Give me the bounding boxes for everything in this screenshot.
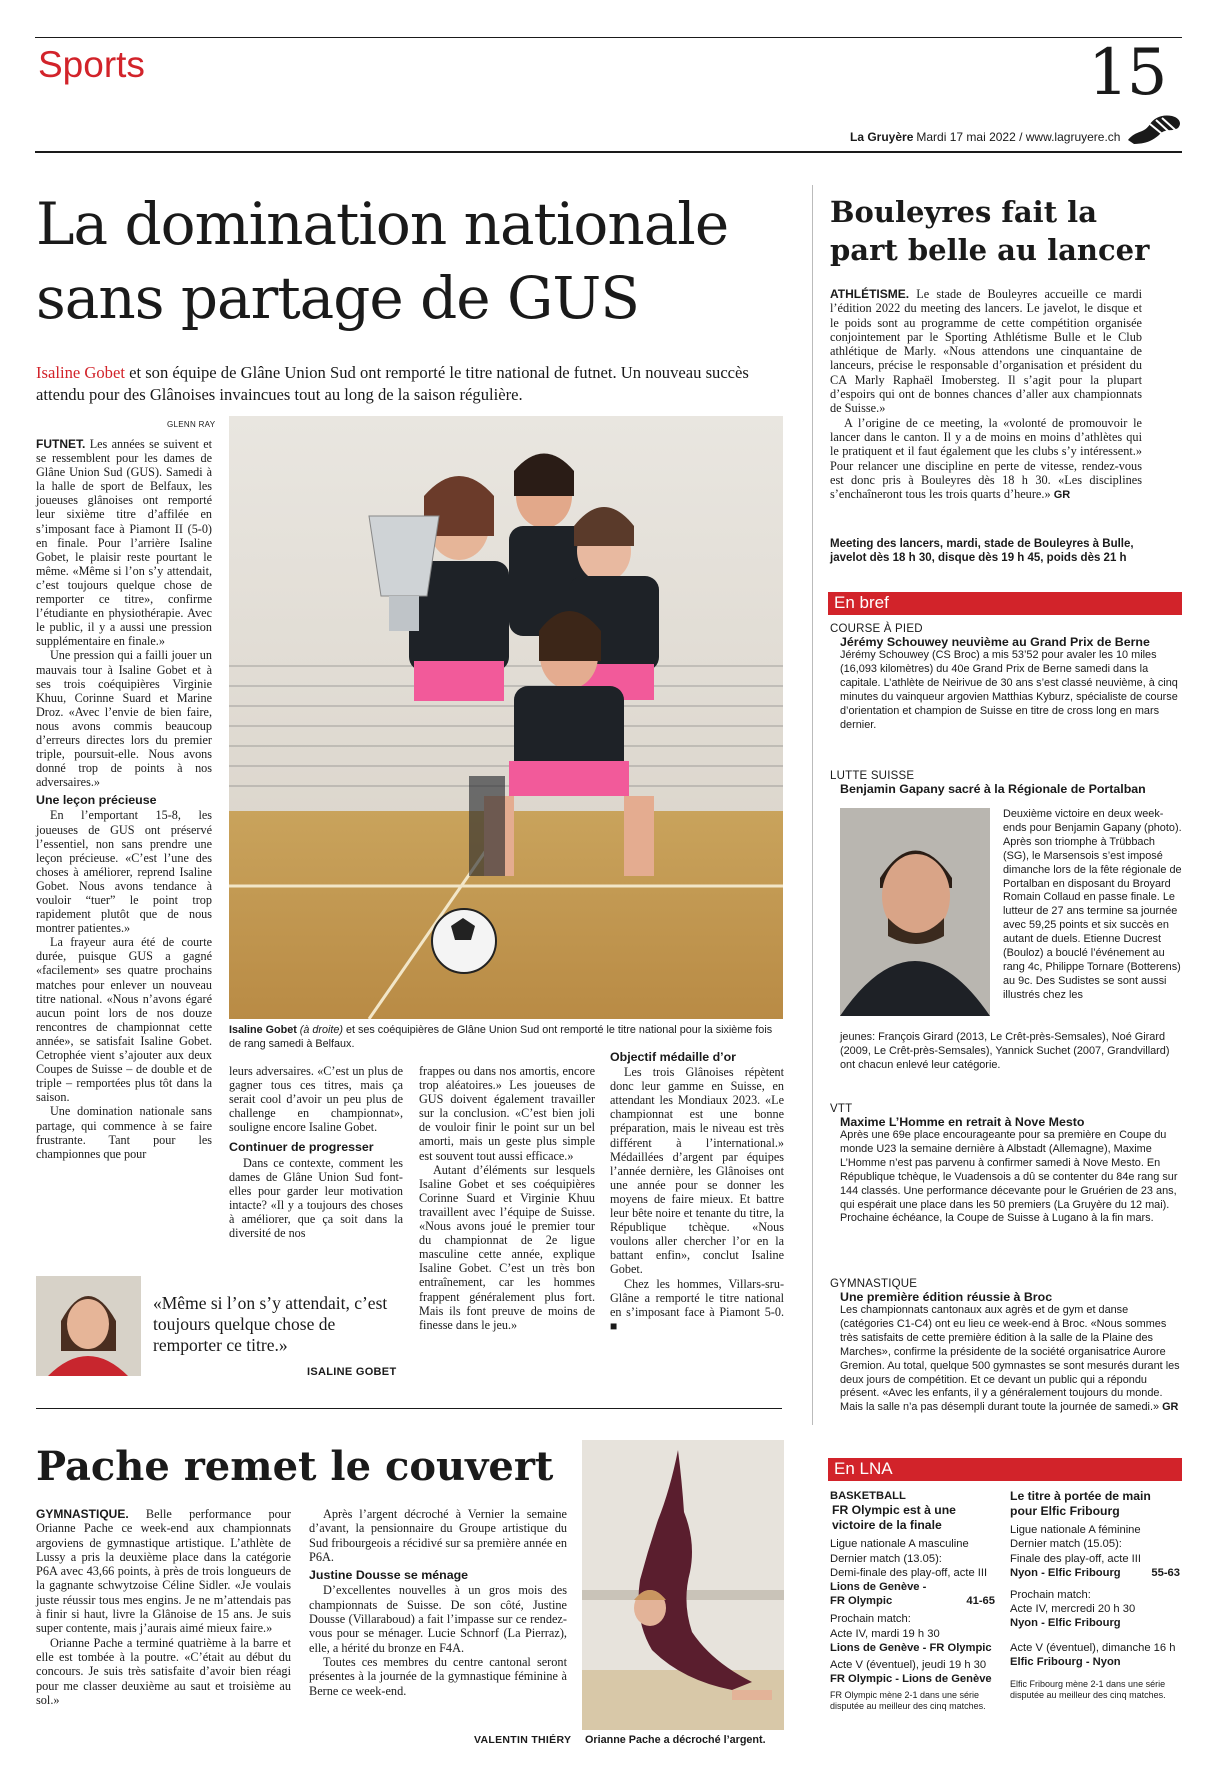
gobet-portrait bbox=[36, 1276, 141, 1376]
lna-left-next: Prochain match: bbox=[830, 1613, 911, 1626]
brief-lutte-side: Deuxième victoire en deux week-ends pour Benjamin Gapany (photo). Après son triomphe à Trübbach (SG), le Marsensois s’est imposé dimanche lors de la fête régionale de Portalban en disposant du Broyard Romain Collaud en passe finale. Le lutteur de 27 ans termine sa journée avec 59,25 points et six succès en autant de duels. Etienne Ducrest (Bouloz) a bouclé l’événement au rang 4c, Philippe Tornare (Botterens) au 9c. Des Sudistes se sont aussi illustrés chez les bbox=[1003, 808, 1182, 1001]
main-col1-p4: La frayeur aura été de courte durée, puisque GUS a gagné «facilement» ses quatre prochains matches pour enlever un nouveau titre national. «Nous n’avons égaré aucun point lors de nos douze rencontres de championnat cette année», se satisfait Isaline Gobet. Cetrophée vient s’ajouter aux deux Coupes de Suisse – de double et de triple – remportées plus tôt dans la saison. bbox=[36, 935, 212, 1105]
brief-body bbox=[830, 1304, 1182, 1415]
pache-p4: D’excellentes nouvelles à un gros mois des championnats de Suisse. De son côté, Justine Dousse (Villaraboud) a fait l’impasse sur ce rendez-vous pour se ménager. Lucie Schnorf (La Pierraz), elle, a hérité du bronze en F4A. bbox=[309, 1583, 567, 1655]
page-number: 15 bbox=[1088, 36, 1166, 110]
pache-kicker: GYMNASTIQUE. bbox=[36, 1507, 129, 1521]
bouleyres-p2: A l’origine de ce meeting, la «volonté de promouvoir le lancer dans le canton. Il y a de moins en moins d’athlètes qui le pratiquent et il faut également que les clubs s’y intéressent.» Pour relancer une discipline en perte de vitesse, rendez-vous est donc pris à Bouleyres dès 18 h 30. «Les disciplines s’enchaîneront tous les trois quarts d’heure.» bbox=[830, 415, 1142, 502]
lna-right-next1-match: Nyon - Elfic Fribourg bbox=[1010, 1617, 1121, 1630]
pache-photo bbox=[582, 1440, 784, 1730]
main-lead bbox=[36, 362, 776, 406]
pache-author: VALENTIN THIÉRY bbox=[474, 1734, 572, 1746]
lna-right-league: Ligue nationale A féminine bbox=[1010, 1524, 1141, 1537]
subhead-objectif: Objectif médaille d’or bbox=[610, 1050, 736, 1064]
end-mark-icon: ■ bbox=[610, 1318, 618, 1333]
brief-course bbox=[830, 623, 1182, 732]
bouleyres-body bbox=[830, 287, 1142, 502]
pache-caption: Orianne Pache a décroché l’argent. bbox=[585, 1734, 766, 1746]
lna-left-next1-when: Acte IV, mardi 19 h 30 bbox=[830, 1627, 940, 1640]
lna-right-note: Elfic Fribourg mène 2-1 dans une série disputée au meilleur des cinq matches. bbox=[1010, 1679, 1166, 1701]
main-col4-p1: Les trois Glânoises répètent donc leur gamme en Suisse, en attendant les Mondiaux 2023. «Le championnat est une bonne préparation, mais le niveau est très différent à l’international.» Médaillées d’argent par équipes l’année dernière, les Glânoises ont une année pour se donner les moyens de faire mieux. Et battre leur bête noire et tenante du titre, la République tchèque. «Nous voulons aller chercher l’or en la battant enfin», conclut Isaline Gobet. bbox=[610, 1065, 784, 1277]
pache-headline: Pache remet le couvert bbox=[36, 1443, 554, 1490]
lna-right-next2-when: Acte V (éventuel), dimanche 16 h bbox=[1010, 1641, 1176, 1654]
subhead-dousse: Justine Dousse se ménage bbox=[309, 1568, 469, 1583]
lna-right-next: Prochain match: bbox=[1010, 1589, 1091, 1601]
lna-left-team2: FR Olympic bbox=[830, 1595, 893, 1608]
byline: GLENN RAY bbox=[167, 420, 216, 429]
lna-right-phase: Finale des play-off, acte III bbox=[1010, 1552, 1142, 1565]
pache-column-1 bbox=[36, 1507, 291, 1707]
lna-left-phase: Demi-finale des play-off, acte III bbox=[830, 1566, 988, 1579]
main-col3-p1: frappes ou dans nos amortis, encore trop aléatoires.» Les joueuses de GUS doivent également travailler sur la conclusion. «C’est bien joli de vouloir finir le point sur un bel amorti, mais un geste plus simple est souvent tout aussi efficace.» bbox=[419, 1064, 595, 1163]
top-rule bbox=[35, 37, 1182, 38]
main-col2-p2: Dans ce contexte, comment les dames de Glâne Union Sud font-elles pour garder leur motivation intacte? «Il y a toujours des choses à améliorer, que ça soit dans la diversité de nos bbox=[229, 1155, 403, 1241]
bouleyres-sig: GR bbox=[1053, 489, 1071, 502]
en-lna-label: En LNA bbox=[834, 1459, 893, 1478]
lna-left-next1-match: Lions de Genève - FR Olympic bbox=[830, 1641, 992, 1654]
main-column-3 bbox=[419, 1064, 595, 1332]
lna-left-kicker: BASKETBALL bbox=[830, 1490, 906, 1502]
pache-p2: Orianne Pache a terminé quatrième à la barre et elle est tombée à la poutre. «C’était au début du concours. Je suis très satisfaite d’avoir bien réagi pour me classer deuxième au saut et troisième au sol.» bbox=[36, 1635, 291, 1707]
lna-right-next2-match: Elfic Fribourg - Nyon bbox=[1010, 1655, 1121, 1668]
main-column-2 bbox=[229, 1064, 403, 1240]
bouleyres-title-2: part belle au lancer bbox=[830, 233, 1150, 267]
subhead-lecon: Une leçon précieuse bbox=[36, 793, 157, 808]
subhead-progresser: Continuer de progresser bbox=[229, 1140, 374, 1155]
headline-line-2: sans partage de GUS bbox=[36, 264, 639, 332]
main-col1-p1: Les années se suivent et se ressemblent pour les dames de Glâne Union Sud (GUS). Samedi à la halle de sport de Belfaux, les joueuses glânoises ont remporté leur sixième titre d’affilée en s’imposant face à Piamont II (5-0) en finale. Pour l’arrière Isaline Gobet, le plaisir reste pourtant le même. «Même si l’on s’y attendait, c’est toujours quelque chose de remporter ce titre», confirme l’étudiante en physiothérapie. Avec le public, il y a aussi une pression supplémentaire en finale.» bbox=[36, 437, 212, 649]
lna-left-last: Dernier match (13.05): bbox=[830, 1552, 942, 1565]
lna-left bbox=[830, 1489, 995, 1712]
lna-left-next2-when: Acte V (éventuel), jeudi 19 h 30 bbox=[830, 1659, 987, 1672]
lna-left-next2-match: FR Olympic - Lions de Genève bbox=[830, 1673, 992, 1686]
main-kicker: FUTNET. bbox=[36, 437, 86, 451]
main-col1-p5: Une domination nationale sans partage, qui commence à se faire frustrante. Tant pour les championnes que pour bbox=[36, 1104, 212, 1161]
bouleyres-title-1: Bouleyres fait la bbox=[830, 195, 1097, 229]
quote-author: ISALINE GOBET bbox=[307, 1366, 397, 1378]
bouleyres-headline bbox=[830, 193, 1149, 269]
en-bref-header bbox=[828, 592, 1182, 615]
lna-right-match: Nyon - Elfic Fribourg bbox=[1010, 1566, 1121, 1579]
main-column-1 bbox=[36, 437, 212, 1161]
lna-left-score: 41-65 bbox=[966, 1595, 995, 1608]
lead-text: et son équipe de Glâne Union Sud ont remporté le titre national de futnet. Un nouveau succès attendu pour des Glânoises invaincues tout au long de la saison régulière. bbox=[36, 363, 749, 404]
main-col3-p2: Autant d’éléments sur lesquels Isaline Gobet et ses coéquipières Corinne Suard et Virginie Khuu travaillent avec l’équipe de Suisse. «Nous avons joué le premier tour du championnat de 2e ligue masculine cette année, explique Isaline Gobet. C’est un très bon entraînement, car les hommes frappent généralement plus fort. Mais ils font preuve de moins de finesse dans le jeu.» bbox=[419, 1162, 595, 1332]
paper-name: La Gruyère bbox=[850, 130, 914, 144]
caption-paren: (à droite) bbox=[296, 1024, 343, 1036]
header-rule bbox=[35, 151, 1182, 153]
headline-line-1: La domination nationale bbox=[36, 190, 729, 258]
main-col1-p2: Une pression qui a failli jouer un mauvais tour à Isaline Gobet et à ses trois coéquipières Virginie Khuu, Corinne Suard et Marine Droz. «Avec l’envie de bien faire, nous avons commis beaucoup d’erreurs directes lors du premier triple, poursuit-elle. Nous avons donné trop de points à nos adversaires.» bbox=[36, 648, 212, 790]
pache-p3: Après l’argent décroché à Vernier la semaine d’avant, la pensionnaire du Groupe artistique du Sud fribourgeois a récidivé sur sa première année en P6A. bbox=[309, 1507, 567, 1564]
brief-gym bbox=[830, 1278, 1182, 1415]
brief-kicker: LUTTE SUISSE bbox=[830, 770, 915, 782]
brief-kicker: VTT bbox=[830, 1103, 853, 1115]
brief-gym-sig: GR bbox=[1162, 1401, 1179, 1414]
paper-info bbox=[850, 130, 1120, 145]
lna-left-team1: Lions de Genève - bbox=[830, 1581, 927, 1593]
team-photo bbox=[229, 416, 783, 1019]
brief-body: Après une 69e place encourageante pour sa première en Coupe du monde U23 la semaine dernière à Albstadt (Allemagne), Maxime L’Homme n’est pas parvenu à confirmer samedi à Nove Mesto. En République tchèque, le Vuadensois a dû se contenter du 84e rang sur 144 classés. Une performance décevante pour le Gruérien de 23 ans, qui espérait une place dans les 50 premiers (La Gruyère du 12 mai). Prochaine échéance, la Coupe de Suisse à Lugano à la fin mars. bbox=[840, 1129, 1178, 1225]
gruyere-logo-icon bbox=[1126, 110, 1184, 146]
caption-text: et ses coéquipières de Glâne Union Sud ont remporté le titre national pour la sixième fois de rang samedi à Belfaux. bbox=[229, 1024, 773, 1050]
lna-right-score: 55-63 bbox=[1151, 1566, 1180, 1579]
brief-lutte-full: jeunes: François Girard (2013, Le Crêt-près-Semsales), Noé Girard (2009, Le Crêt-près-Semsales), Yannick Suchet (2007, Grandvillard) ont chacun enlevé leur catégorie. bbox=[840, 1031, 1170, 1071]
lna-right-next1-when: Acte IV, mercredi 20 h 30 bbox=[1010, 1603, 1136, 1616]
brief-lutte bbox=[830, 770, 1182, 796]
brief-title: Benjamin Gapany sacré à la Régionale de Portalban bbox=[840, 782, 1146, 796]
gapany-photo bbox=[840, 808, 990, 1016]
main-headline bbox=[36, 187, 728, 335]
caption-name: Isaline Gobet bbox=[229, 1024, 297, 1036]
main-bottom-rule bbox=[36, 1408, 782, 1409]
pache-column-2 bbox=[309, 1507, 567, 1698]
pull-quote: «Même si l’on s’y attendait, c’est toujours quelque chose de remporter ce titre.» bbox=[153, 1293, 388, 1355]
brief-title: Jérémy Schouwey neuvième au Grand Prix de Berne bbox=[840, 635, 1150, 649]
en-bref-label: En bref bbox=[834, 593, 889, 612]
lna-right bbox=[1010, 1489, 1180, 1701]
main-col4-p2: Chez les hommes, Villars-sru-Glâne a remporté le titre national en s’imposant face à Piamont 5-0. bbox=[610, 1276, 784, 1319]
main-col1-p3: En l’emportant 15-8, les joueuses de GUS ont préservé l’essentiel, non sans prendre une leçon précieuse. «C’est l’une des choses à améliorer, reprend Isaline Gobet. Nous avons tendance à vouloir “tuer” le point trop rapidement plutôt que de nous montrer patientes.» bbox=[36, 808, 212, 936]
brief-vtt bbox=[830, 1103, 1182, 1226]
date-url: Mardi 17 mai 2022 / www.lagruyere.ch bbox=[916, 130, 1121, 144]
lna-right-result bbox=[1010, 1566, 1180, 1580]
bouleyres-kicker: ATHLÉTISME. bbox=[830, 287, 910, 301]
column-divider bbox=[812, 185, 813, 1425]
pache-p5: Toutes ces membres du centre cantonal seront présentes à la journée de la gymnastique féminine à Berne ce week-end. bbox=[309, 1654, 567, 1698]
brief-kicker: GYMNASTIQUE bbox=[830, 1278, 918, 1290]
brief-title: Maxime L’Homme en retrait à Nove Mesto bbox=[840, 1115, 1085, 1129]
main-column-4 bbox=[610, 1050, 784, 1333]
main-col2-p1: leurs adversaires. «C’est un plus de gagner tous ces titres, mais ça serait cool d’avoir un peu plus de challenge en championnat», souligne encore Isaline Gobet. bbox=[229, 1064, 403, 1135]
brief-kicker: COURSE À PIED bbox=[830, 623, 923, 635]
lna-left-result bbox=[830, 1594, 995, 1608]
lna-left-note: FR Olympic mène 2-1 dans une série disputée au meilleur des cinq matches. bbox=[830, 1690, 986, 1712]
pache-p1: Belle performance pour Orianne Pache ce week-end aux championnats argoviens de gymnastique artistique. L’athlète de Lussy a pris la deuxième place dans la catégorie P6A avec 43,66 points, à près de trois longueurs de la gagnante schwytzoise Céline Sidler. «Je voulais juste réussir tous mes engins. Je ne m’attendais pas à finir si haut, livre la Glânoise de 15 ans. Je suis super contente, mais j’aurais aimé mieux faire.» bbox=[36, 1507, 291, 1636]
brief-body: Jérémy Schouwey (CS Broc) a mis 53’52 pour avaler les 10 miles (16,093 kilomètres) du 40e Grand Prix de Berne samedi dans la capitale. L’athlète de Neirivue de 30 ans s’est classé neuvième, à cinq minutes du vainqueur argovien Matthias Kyburz, spécialiste de course d’orientation et champion de Suisse en titre de cross long en mars dernier. bbox=[840, 649, 1178, 731]
brief-title: Une première édition réussie à Broc bbox=[840, 1290, 1053, 1304]
brief-gym-body: Les championnats cantonaux aux agrès et de gym et danse (catégories C1-C4) ont eu lieu ce week-end à Broc. «Nous sommes très satisfaits de cette première édition à la salle de la Plaine des Marches», confirme la présidente de la société organisatrice Aurore Gremion. Au total, quelque 500 gymnastes se sont mesurés durant les deux jours de compétition. Et ce devant un public qui a répondu présent. «Avec les enfants, il y a généralement toujours du monde. Mais la salle n’a pas désempli durant toute la journée de samedi.» bbox=[840, 1304, 1180, 1414]
lna-right-last: Dernier match (15.05): bbox=[1010, 1538, 1122, 1551]
lna-left-title: FR Olympic est à une victoire de la finale bbox=[832, 1503, 956, 1532]
en-lna-header bbox=[828, 1458, 1182, 1481]
bouleyres-p1: Le stade de Bouleyres accueille ce mardi l’édition 2022 du meeting des lancers. Le javelot, le disque et le poids sont au programme de cette compétition organisée conjointement par le Sporting Athlétisme Bulle et le Club athlétique de Marly. «Nous attendons une cinquantaine de lanceurs, précise le responsable d’organisation et président du CA Marly Raphaël Imobersteg. Il s’agit pour la plupart d’espoirs qui ont de bonnes chances d’aller aux championnats de Suisse.» bbox=[830, 287, 1142, 416]
section-title: Sports bbox=[38, 44, 145, 85]
lna-left-league: Ligue nationale A masculine bbox=[830, 1538, 969, 1551]
lead-name: Isaline Gobet bbox=[36, 363, 125, 382]
bouleyres-info: Meeting des lancers, mardi, stade de Bouleyres à Bulle, javelot dès 18 h 30, disque dès 19 h 45, poids dès 21 h bbox=[830, 538, 1134, 564]
lna-right-title: Le titre à portée de main pour Elfic Fribourg bbox=[1010, 1489, 1151, 1518]
photo-caption bbox=[229, 1023, 783, 1051]
